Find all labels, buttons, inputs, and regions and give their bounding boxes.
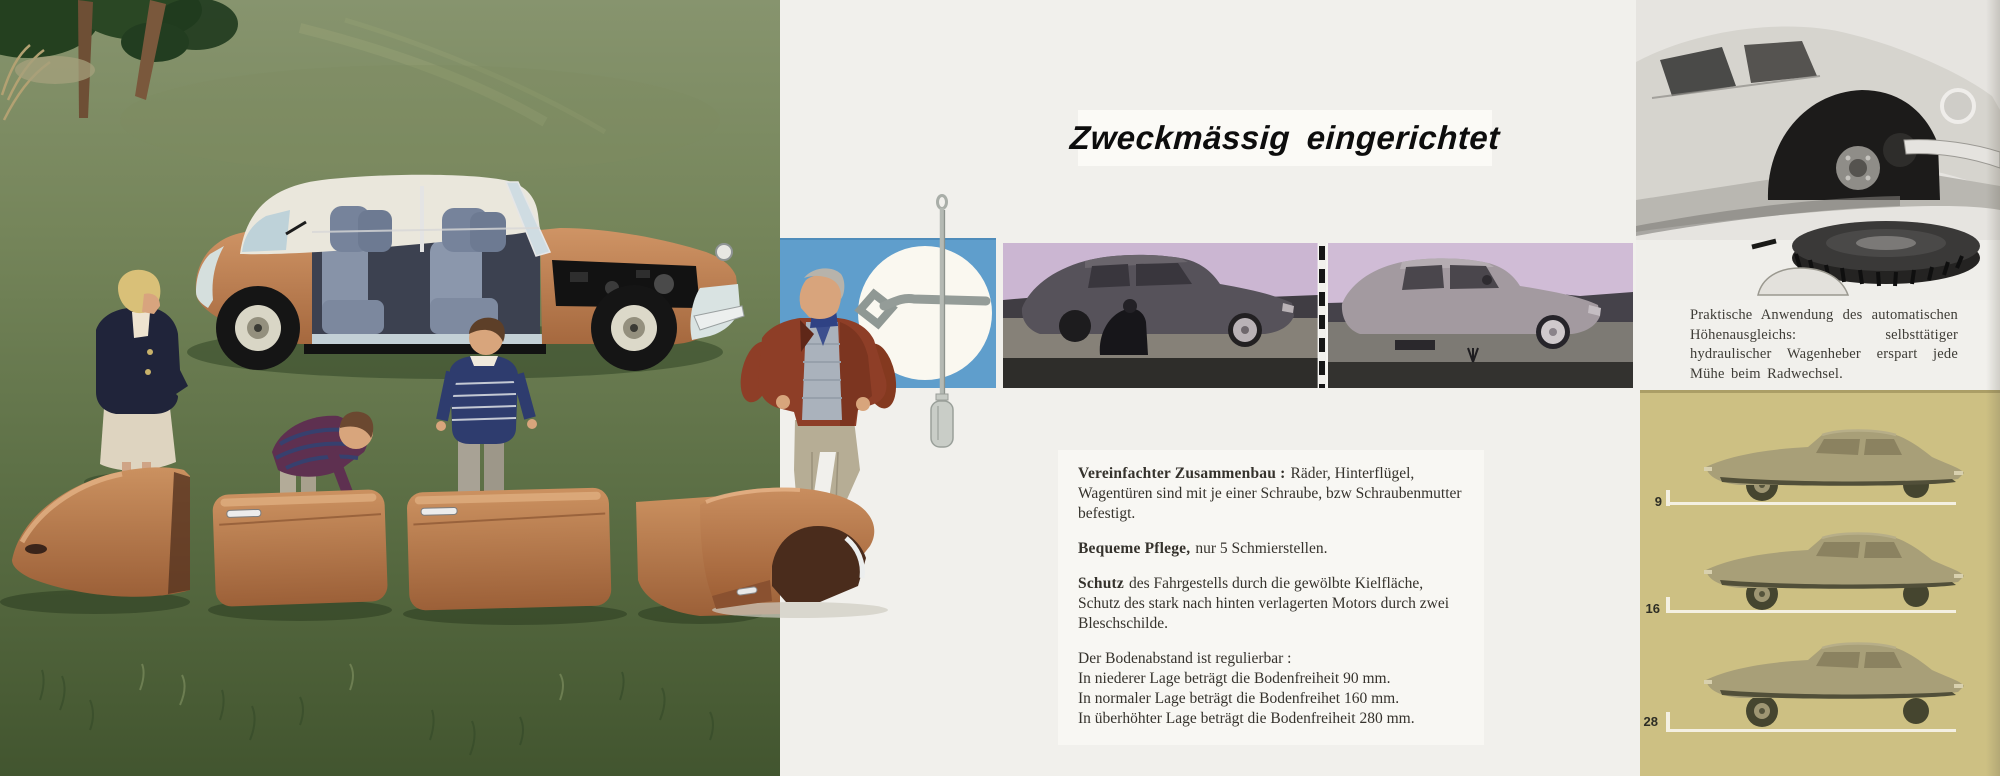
headlight (1942, 90, 1974, 122)
driver-head (1482, 275, 1492, 285)
page-title: Zweckmässig eingerichtet (1069, 119, 1501, 156)
height-label-low: 9 (1654, 494, 1662, 509)
car-rear-fender-section (700, 488, 888, 618)
ride-height-row-high (1666, 644, 1964, 733)
father-figure-cutout (700, 250, 900, 620)
ride-height-row-normal (1666, 534, 1964, 614)
wheel-change-photo (1636, 0, 2000, 300)
ride-height-diagram (1640, 390, 2000, 776)
photo-wheel-removed-right (1328, 243, 1633, 388)
body-text-card (1058, 450, 1484, 745)
paragraph-lead: Bequeme Pflege, (1078, 540, 1191, 557)
clearance-line: In überhöhter Lage beträgt die Bodenfreiheit 280 mm. (1078, 710, 1415, 727)
ride-height-photo-strip (1003, 243, 1633, 388)
ride-height-row-low (1666, 431, 1964, 507)
rear-wheel (216, 286, 300, 370)
paragraph-assembly (1078, 464, 1466, 524)
ground-line (1666, 729, 1956, 732)
paragraph-rest: des Fahrgestells durch die gewölbte Kielfläche, Schutz des stark nach hinten verlagerten Motors durch zwei Bleschschilde. (1078, 575, 1450, 632)
clearance-line: In normaler Lage beträgt die Bodenfreihet 160 mm. (1078, 690, 1400, 707)
paragraph-rest: nur 5 Schmierstellen. (1195, 540, 1328, 557)
page-edge-shade (1986, 0, 2000, 776)
door-handle (421, 507, 457, 515)
ground-line (1666, 502, 1956, 505)
ground-line (1666, 610, 1956, 613)
front-wheel (591, 285, 677, 371)
height-label-high: 28 (1643, 714, 1658, 729)
striped-sweater (450, 356, 518, 444)
father-figure (735, 268, 900, 507)
photo-wheel-removed-left (1003, 243, 1318, 388)
paragraph-rest: Räder, Hinterflügel, Wagentüren sind mit je einer Schraube, bzw Schraubenmutter befestigt. (1078, 465, 1462, 522)
skirt (100, 408, 176, 471)
photo-caption: Praktische Anwendung des automatischen Höhenausgleichs: selbsttätiger hydraulischer Wagenheber erspart jede Mühe beim Radwechsel. (1690, 307, 1958, 382)
clearance-line: In niederer Lage beträgt die Bodenfreiheit 90 mm. (1078, 670, 1391, 687)
paragraph-lead: Vereinfachter Zusammenbau : (1078, 465, 1286, 482)
paragraph-lead: Schutz (1078, 575, 1124, 592)
car-door-front (212, 489, 388, 607)
door-handle (227, 509, 261, 517)
paragraph-protection (1078, 574, 1466, 634)
height-label-normal: 16 (1645, 601, 1660, 616)
removed-wheel-arch (1059, 310, 1091, 342)
car-door-rear (407, 487, 612, 610)
clearance-intro: Der Bodenabstand ist regulierbar : (1078, 650, 1292, 667)
paragraph-maintenance (1078, 539, 1466, 559)
jack-handle-icon (926, 192, 960, 454)
family-assembly-photo (0, 0, 780, 776)
headline-card (1069, 110, 1501, 166)
